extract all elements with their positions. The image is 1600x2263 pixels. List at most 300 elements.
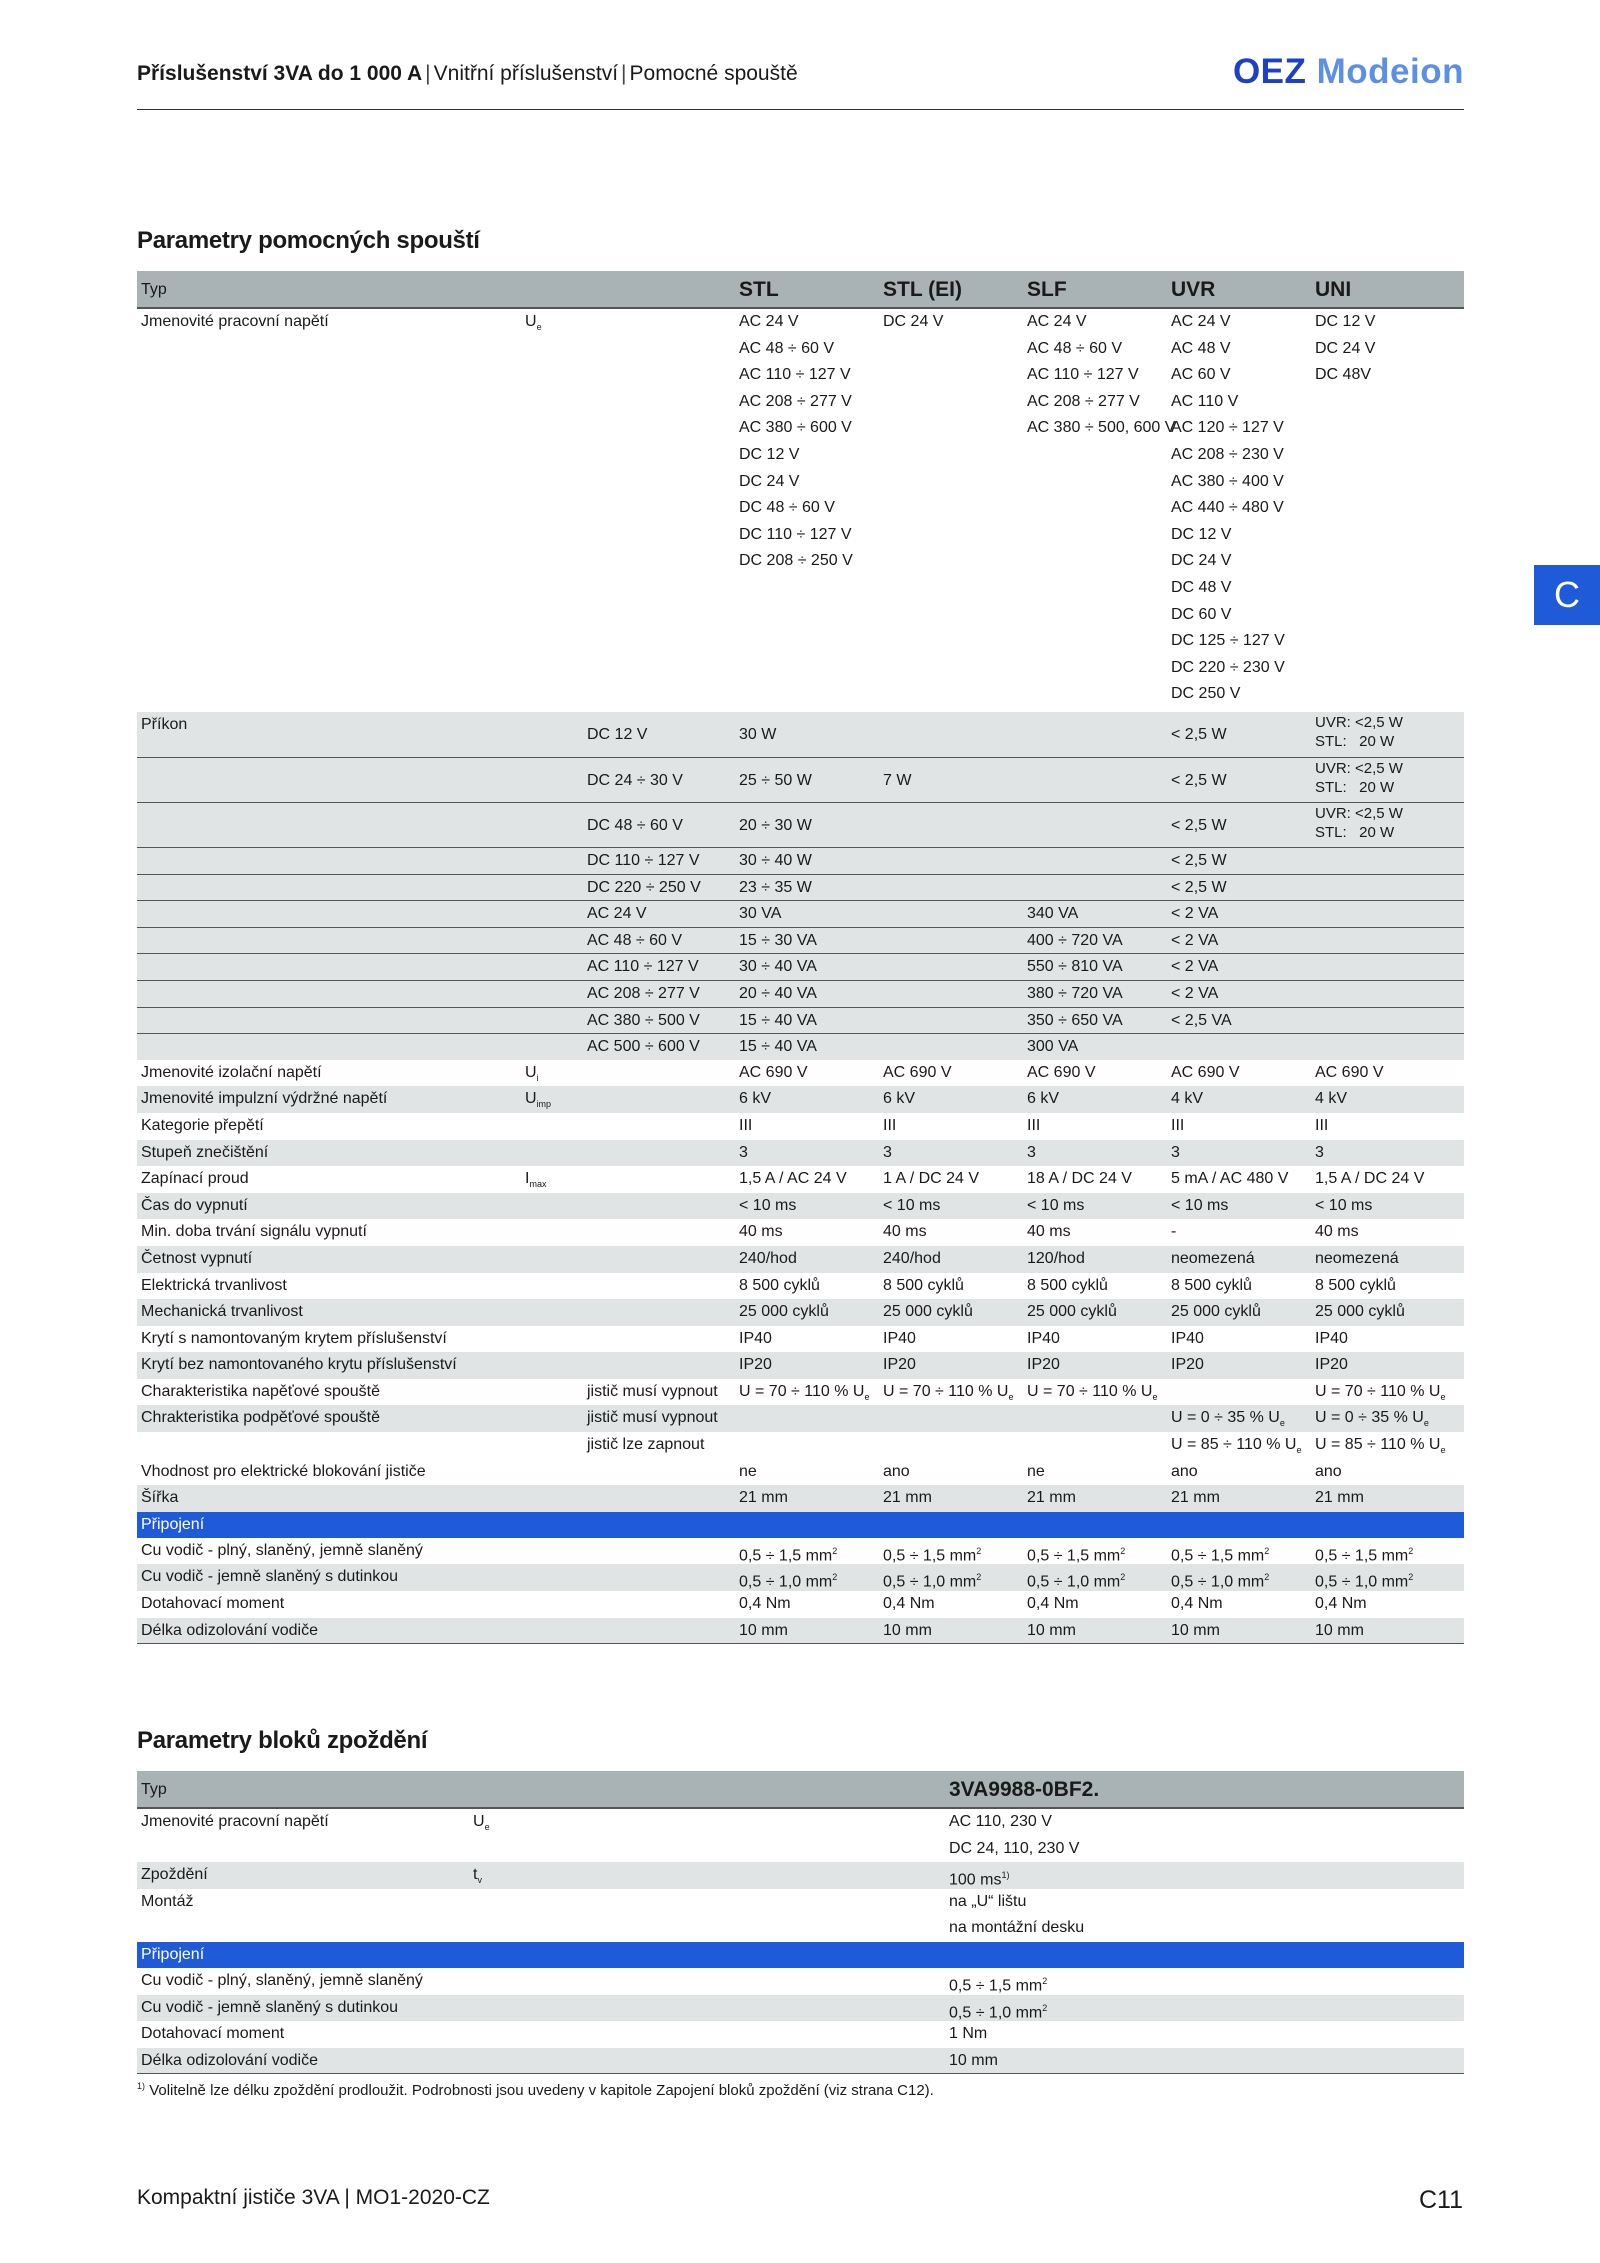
- param-stlei: 6 kV: [883, 1090, 916, 1108]
- param-stl: 3: [739, 1143, 748, 1161]
- param-label: Jmenovité pracovní napětí: [141, 1813, 329, 1830]
- char-stlei: U = 70 ÷ 110 % $U_e$: [883, 1382, 1014, 1403]
- prikon-uvr: < 2 VA: [1171, 931, 1219, 949]
- char-label: Chrakteristika podpěťové spouště: [141, 1409, 381, 1427]
- prikon-uni-uvr: UVR: <2,5 W: [1315, 805, 1403, 822]
- voltage-value: AC 110 ÷ 127 V: [1027, 366, 1139, 384]
- param-slf: 21 mm: [1027, 1489, 1076, 1507]
- table-row: [137, 1968, 1464, 1995]
- param-value-2: DC 24, 110, 230 V: [949, 1839, 1080, 1857]
- brand-oez: OEZ: [1232, 52, 1307, 91]
- param-label: Krytí bez namontovaného krytu příslušenství: [141, 1356, 457, 1374]
- voltage-value: AC 380 ÷ 600 V: [739, 419, 852, 437]
- superscript: 2: [1264, 1572, 1270, 1583]
- prikon-stl: 15 ÷ 40 VA: [739, 1038, 817, 1056]
- superscript: 2: [976, 1545, 982, 1556]
- param-value: 100 $ms^{1)}$: [949, 1870, 1010, 1889]
- connection-value: 1 Nm: [949, 2025, 988, 2043]
- connection-uvr: 0,5 ÷ 1,0 $mm^2$: [1171, 1572, 1270, 1591]
- param-uni: 4 kV: [1315, 1090, 1348, 1108]
- subscript: e: [1008, 1392, 1014, 1403]
- voltage-value: AC 208 ÷ 277 V: [1027, 392, 1140, 410]
- prikon-slf: 400 ÷ 720 VA: [1027, 931, 1123, 949]
- table-row: [137, 927, 1464, 954]
- param-slf: < 10 ms: [1027, 1196, 1085, 1214]
- param-uni: AC 690 V: [1315, 1063, 1384, 1081]
- section2-heading: Parametry bloků zpoždění: [137, 1727, 428, 1754]
- connection-slf: 10 mm: [1027, 1621, 1076, 1639]
- param-uni: III: [1315, 1116, 1329, 1134]
- prikon-uni-uvr: UVR: <2,5 W: [1315, 760, 1403, 777]
- param-stlei: 240/hod: [883, 1249, 941, 1267]
- param-stl: 25 000 cyklů: [739, 1303, 829, 1321]
- subscript: e: [1279, 1418, 1285, 1429]
- prikon-slf: 300 VA: [1027, 1038, 1079, 1056]
- param-uni: 8 500 cyklů: [1315, 1276, 1396, 1294]
- superscript: 2: [832, 1572, 838, 1583]
- param-uvr: III: [1171, 1116, 1185, 1134]
- param-label: Jmenovité izolační napětí: [141, 1063, 322, 1081]
- param-stlei: 25 000 cyklů: [883, 1303, 973, 1321]
- param-uni: < 10 ms: [1315, 1196, 1373, 1214]
- char-condition: jistič musí vypnout: [587, 1382, 718, 1400]
- col-header-uvr: UVR: [1171, 278, 1216, 301]
- param-slf: 3: [1027, 1143, 1036, 1161]
- subscript: e: [536, 322, 542, 333]
- param-slf: 120/hod: [1027, 1249, 1085, 1267]
- param-stl: 21 mm: [739, 1489, 788, 1507]
- connection-label: Délka odizolování vodiče: [141, 1621, 318, 1639]
- table-row: [137, 271, 1464, 309]
- connection-stlei: 10 mm: [883, 1621, 932, 1639]
- connection-label: Dotahovací moment: [141, 1595, 285, 1613]
- voltage-value: AC 48 ÷ 60 V: [1027, 339, 1123, 357]
- connection-value: 0,5 ÷ 1,5 $mm^2$: [949, 1975, 1048, 1995]
- param-stlei: < 10 ms: [883, 1196, 941, 1214]
- connection-label: Dotahovací moment: [141, 2025, 285, 2043]
- param-label: Jmenovité impulzní výdržné napětí: [141, 1090, 388, 1108]
- subscript: max: [529, 1179, 547, 1190]
- voltage-value: DC 12 V: [1315, 313, 1376, 330]
- prikon-uvr: < 2 VA: [1171, 958, 1219, 976]
- char-slf: U = 70 ÷ 110 % $U_e$: [1027, 1382, 1158, 1403]
- voltage-value: DC 48 V: [1171, 579, 1232, 596]
- prikon-label: Příkon: [141, 716, 188, 733]
- param-uni: 40 ms: [1315, 1223, 1359, 1241]
- prikon-cond: DC 110 ÷ 127 V: [587, 852, 700, 869]
- prikon-stl: 30 W: [739, 726, 777, 743]
- param-label: Elektrická trvanlivost: [141, 1276, 287, 1294]
- connection-stl: 10 mm: [739, 1621, 788, 1639]
- table-row: [137, 1193, 1464, 1220]
- char-uvr: U = 0 ÷ 35 % $U_e$: [1171, 1409, 1285, 1429]
- prikon-uvr: < 2,5 W: [1171, 878, 1227, 896]
- connection-stl: 0,4 Nm: [739, 1595, 791, 1613]
- param-stlei: III: [883, 1116, 897, 1134]
- col-header-uni: UNI: [1315, 278, 1352, 301]
- param-uni: neomezená: [1315, 1249, 1399, 1267]
- param-stl: AC 690 V: [739, 1063, 808, 1081]
- param-label: Jmenovité pracovní napětí: [141, 313, 329, 330]
- col-header-typ: Typ: [141, 1781, 167, 1798]
- voltage-value: DC 48 ÷ 60 V: [739, 499, 835, 517]
- connection-uni: 10 mm: [1315, 1621, 1364, 1639]
- connection-uni: 0,4 Nm: [1315, 1595, 1367, 1613]
- voltage-value: DC 250 V: [1171, 685, 1241, 703]
- param-uni: IP40: [1315, 1329, 1348, 1347]
- connection-value: 0,5 ÷ 1,0 $mm^2$: [949, 2002, 1048, 2021]
- prikon-cond: DC 220 ÷ 250 V: [587, 878, 701, 896]
- brand-logo: [1233, 52, 1464, 92]
- subscript: e: [1423, 1418, 1429, 1429]
- param-uvr: -: [1171, 1223, 1177, 1241]
- table-row: [137, 1485, 1464, 1512]
- voltage-value: AC 48 V: [1171, 339, 1231, 357]
- prikon-cond: AC 48 ÷ 60 V: [587, 931, 683, 949]
- table-row: [137, 1033, 1464, 1060]
- chapter-tab: C: [1534, 565, 1600, 625]
- prikon-uni-uvr: UVR: <2,5 W: [1315, 714, 1403, 731]
- prikon-stl: 30 ÷ 40 VA: [739, 958, 817, 976]
- param-symbol: $t_v$: [473, 1866, 482, 1886]
- table-row: [137, 1166, 1464, 1193]
- header-title: Příslušenství 3VA do 1 000 A | Vnitřní příslušenství | Pomocné spouště: [137, 62, 798, 85]
- table-row: [137, 1564, 1464, 1591]
- subscript: e: [864, 1392, 870, 1403]
- param-value: AC 110, 230 V: [949, 1813, 1052, 1830]
- param-stl: IP40: [739, 1329, 772, 1347]
- connection-slf: 0,4 Nm: [1027, 1595, 1079, 1613]
- connection-label: Délka odizolování vodiče: [141, 2051, 318, 2069]
- table-row: [137, 1007, 1464, 1034]
- footnote-text: Volitelně lze délku zpoždění prodloužit. Podrobnosti jsou uvedeny v kapitole Zapojení bloků zpoždění (viz strana C12).: [149, 2082, 934, 2099]
- voltage-value: DC 60 V: [1171, 605, 1232, 623]
- footer-code: MO1-2020-CZ: [355, 2186, 490, 2209]
- table-row: [137, 1995, 1464, 2022]
- page-number: C11: [1418, 2186, 1463, 2214]
- superscript: 2: [1264, 1545, 1270, 1556]
- header-title-part3: Pomocné spouště: [629, 62, 798, 85]
- param-slf: 6 kV: [1027, 1090, 1060, 1108]
- subscript: i: [536, 1072, 539, 1083]
- param-symbol: $U_e$: [525, 313, 542, 333]
- param-uvr: 4 kV: [1171, 1090, 1204, 1108]
- superscript: 2: [1408, 1572, 1414, 1583]
- superscript: 2: [1120, 1572, 1126, 1583]
- superscript: 2: [976, 1572, 982, 1583]
- voltage-value: AC 24 V: [1027, 313, 1087, 330]
- prikon-cond: DC 12 V: [587, 726, 648, 743]
- prikon-cond: AC 110 ÷ 127 V: [587, 958, 699, 976]
- param-slf: 40 ms: [1027, 1223, 1071, 1241]
- prikon-uvr: < 2 VA: [1171, 984, 1219, 1002]
- char-stl: U = 70 ÷ 110 % $U_e$: [739, 1382, 870, 1403]
- param-slf: 25 000 cyklů: [1027, 1303, 1117, 1321]
- prikon-stlei: 7 W: [883, 772, 912, 789]
- table-row: [137, 1942, 1464, 1968]
- param-uni: 1,5 A / DC 24 V: [1315, 1170, 1425, 1188]
- param-label: Zpoždění: [141, 1866, 208, 1884]
- prikon-slf: 340 VA: [1027, 905, 1079, 923]
- col-header-slf: SLF: [1027, 278, 1067, 301]
- table-row: [137, 874, 1464, 901]
- param-symbol: $U_i$: [525, 1063, 539, 1083]
- superscript: 2: [832, 1545, 838, 1556]
- table-row: [137, 1459, 1464, 1486]
- table-row: [137, 1538, 1464, 1565]
- table-row: [137, 1432, 1464, 1459]
- table-row: [137, 1618, 1464, 1645]
- page-header: [137, 52, 1464, 110]
- prikon-uvr: < 2 VA: [1171, 905, 1219, 923]
- table-row: [137, 1591, 1464, 1618]
- connection-stlei: 0,5 ÷ 1,0 $mm^2$: [883, 1572, 982, 1591]
- prikon-slf: 350 ÷ 650 VA: [1027, 1011, 1123, 1029]
- prikon-stl: 20 ÷ 30 W: [739, 817, 812, 834]
- param-value: na „U“ lištu: [949, 1892, 1027, 1910]
- param-uvr: 25 000 cyklů: [1171, 1303, 1261, 1321]
- char-label: Charakteristika napěťové spouště: [141, 1382, 381, 1400]
- connection-slf: 0,5 ÷ 1,0 $mm^2$: [1027, 1572, 1126, 1591]
- superscript: 2: [1408, 1545, 1414, 1556]
- prikon-slf: 380 ÷ 720 VA: [1027, 984, 1123, 1002]
- prikon-uni-stl: STL: 20 W: [1315, 824, 1395, 841]
- param-stlei: IP40: [883, 1329, 916, 1347]
- voltage-value: AC 380 ÷ 500, 600 V: [1027, 419, 1176, 437]
- prikon-uni-stl: STL: 20 W: [1315, 733, 1395, 750]
- char-uni: U = 0 ÷ 35 % $U_e$: [1315, 1409, 1429, 1429]
- param-stl: 6 kV: [739, 1090, 772, 1108]
- param-uni: 3: [1315, 1143, 1324, 1161]
- superscript: 2: [1042, 2002, 1048, 2013]
- voltage-value: AC 208 ÷ 230 V: [1171, 446, 1284, 463]
- connection-uni: 0,5 ÷ 1,5 $mm^2$: [1315, 1545, 1414, 1565]
- param-slf: AC 690 V: [1027, 1063, 1096, 1081]
- table-row: [137, 1086, 1464, 1113]
- param-stl: III: [739, 1116, 753, 1134]
- table-row: [137, 802, 1464, 847]
- footnote: [137, 2081, 934, 2099]
- param-stlei: 3: [883, 1143, 892, 1161]
- voltage-value: DC 24 V: [739, 472, 800, 490]
- param-label: Vhodnost pro elektrické blokování jističe: [141, 1462, 426, 1480]
- param-uvr: ano: [1171, 1462, 1198, 1480]
- voltage-value: DC 24 V: [1315, 339, 1376, 357]
- param-uvr: IP40: [1171, 1329, 1204, 1347]
- connection-label: Cu vodič - plný, slaněný, jemně slaněný: [141, 1541, 423, 1559]
- connection-heading: Připojení: [141, 1515, 205, 1533]
- connection-stl: 0,5 ÷ 1,0 $mm^2$: [739, 1572, 838, 1591]
- footnote-mark: 1): [137, 2081, 146, 2091]
- param-uvr: 21 mm: [1171, 1489, 1220, 1507]
- table-row: [137, 1113, 1464, 1140]
- prikon-cond: DC 24 ÷ 30 V: [587, 772, 683, 789]
- param-label: Kategorie přepětí: [141, 1116, 264, 1134]
- table-row: [137, 757, 1464, 802]
- connection-stl: 0,5 ÷ 1,5 $mm^2$: [739, 1545, 838, 1565]
- subscript: imp: [536, 1099, 552, 1110]
- table-row: [137, 1273, 1464, 1300]
- param-slf: ne: [1027, 1462, 1045, 1480]
- connection-stlei: 0,4 Nm: [883, 1595, 935, 1613]
- subscript: e: [1296, 1445, 1302, 1456]
- table-row: [137, 980, 1464, 1007]
- table-row: [137, 1809, 1464, 1862]
- param-label: Montáž: [141, 1892, 194, 1910]
- voltage-value: DC 24 V: [883, 313, 944, 330]
- connection-heading: Připojení: [141, 1945, 205, 1963]
- table-row: [137, 1512, 1464, 1538]
- param-label: Mechanická trvanlivost: [141, 1303, 303, 1321]
- param-stl: < 10 ms: [739, 1196, 797, 1214]
- table-row: [137, 1219, 1464, 1246]
- prikon-cond: AC 24 V: [587, 905, 647, 923]
- voltage-value: DC 48V: [1315, 366, 1372, 384]
- table-row: [137, 1889, 1464, 1942]
- connection-uvr: 10 mm: [1171, 1621, 1220, 1639]
- prikon-uni-stl: STL: 20 W: [1315, 779, 1395, 796]
- param-stl: IP20: [739, 1356, 772, 1374]
- prikon-stl: 20 ÷ 40 VA: [739, 984, 817, 1002]
- connection-slf: 0,5 ÷ 1,5 $mm^2$: [1027, 1545, 1126, 1565]
- param-uni: 25 000 cyklů: [1315, 1303, 1405, 1321]
- prikon-stl: 15 ÷ 40 VA: [739, 1011, 817, 1029]
- param-symbol: $U_{imp}$: [525, 1090, 552, 1110]
- param-stlei: IP20: [883, 1356, 916, 1374]
- voltage-value: DC 208 ÷ 250 V: [739, 552, 853, 570]
- param-uvr: AC 690 V: [1171, 1063, 1240, 1081]
- subscript: e: [484, 1822, 490, 1833]
- char-uni: U = 85 ÷ 110 % $U_e$: [1315, 1436, 1446, 1456]
- superscript: 2: [1042, 1975, 1048, 1986]
- voltage-value: DC 24 V: [1171, 552, 1232, 570]
- table-row: [137, 1299, 1464, 1326]
- table-row: [137, 1862, 1464, 1889]
- param-uni: ano: [1315, 1462, 1342, 1480]
- voltage-value: AC 110 ÷ 127 V: [739, 366, 851, 384]
- section1-heading: Parametry pomocných spouští: [137, 227, 480, 254]
- subscript: e: [1440, 1392, 1446, 1403]
- param-label: Krytí s namontovaným krytem příslušenství: [141, 1329, 447, 1347]
- param-stl: 40 ms: [739, 1223, 783, 1241]
- voltage-value: AC 120 ÷ 127 V: [1171, 419, 1284, 437]
- voltage-value: DC 220 ÷ 230 V: [1171, 658, 1285, 676]
- table-row: [137, 1379, 1464, 1406]
- param-label: Čas do vypnutí: [141, 1196, 248, 1214]
- param-stlei: 40 ms: [883, 1223, 927, 1241]
- prikon-uvr: < 2,5 W: [1171, 772, 1227, 789]
- prikon-stl: 15 ÷ 30 VA: [739, 931, 817, 949]
- voltage-value: DC 125 ÷ 127 V: [1171, 632, 1285, 650]
- voltage-value: AC 48 ÷ 60 V: [739, 339, 835, 357]
- param-stl: 240/hod: [739, 1249, 797, 1267]
- subscript: e: [1152, 1392, 1158, 1403]
- param-stl: 8 500 cyklů: [739, 1276, 820, 1294]
- aux-release-table: [137, 271, 1464, 1644]
- param-slf: 8 500 cyklů: [1027, 1276, 1108, 1294]
- param-label: Min. doba trvání signálu vypnutí: [141, 1223, 367, 1241]
- param-stlei: ano: [883, 1462, 910, 1480]
- prikon-cond: DC 48 ÷ 60 V: [587, 817, 683, 834]
- char-uvr: U = 85 ÷ 110 % $U_e$: [1171, 1436, 1302, 1456]
- param-stlei: 1 A / DC 24 V: [883, 1170, 980, 1188]
- header-title-part2: Vnitřní příslušenství: [433, 62, 619, 85]
- char-condition: jistič musí vypnout: [587, 1409, 718, 1427]
- table-row: [137, 953, 1464, 980]
- table-row: [137, 1246, 1464, 1273]
- param-stlei: 21 mm: [883, 1489, 932, 1507]
- param-slf: 18 A / DC 24 V: [1027, 1170, 1132, 1188]
- table-row: [137, 1140, 1464, 1167]
- table-row: [137, 900, 1464, 927]
- voltage-value: DC 12 V: [739, 446, 800, 463]
- param-symbol: $U_e$: [473, 1813, 490, 1833]
- param-label: Stupeň znečištění: [141, 1143, 269, 1161]
- voltage-value: AC 380 ÷ 400 V: [1171, 472, 1284, 490]
- param-uvr: 3: [1171, 1143, 1180, 1161]
- prikon-stl: 23 ÷ 35 W: [739, 878, 812, 896]
- prikon-uvr: < 2,5 W: [1171, 726, 1227, 743]
- prikon-cond: AC 208 ÷ 277 V: [587, 984, 700, 1002]
- col-header-typ: Typ: [141, 281, 167, 298]
- param-label: Šířka: [141, 1489, 179, 1507]
- voltage-value: DC 12 V: [1171, 525, 1232, 543]
- voltage-value: AC 440 ÷ 480 V: [1171, 499, 1284, 517]
- connection-uni: 0,5 ÷ 1,0 $mm^2$: [1315, 1572, 1414, 1591]
- char-uni: U = 70 ÷ 110 % $U_e$: [1315, 1382, 1446, 1403]
- connection-uvr: 0,5 ÷ 1,5 $mm^2$: [1171, 1545, 1270, 1565]
- header-title-part1: Příslušenství 3VA do 1 000 A: [137, 62, 423, 85]
- param-label: Zapínací proud: [141, 1170, 249, 1188]
- voltage-value: AC 110 V: [1171, 392, 1239, 410]
- prikon-uvr: < 2,5 W: [1171, 817, 1227, 834]
- subscript: e: [1440, 1445, 1446, 1456]
- connection-label: Cu vodič - plný, slaněný, jemně slaněný: [141, 1971, 423, 1989]
- prikon-cond: AC 500 ÷ 600 V: [587, 1038, 700, 1056]
- prikon-stl: 30 VA: [739, 905, 782, 923]
- param-uvr: IP20: [1171, 1356, 1204, 1374]
- table-row: [137, 1326, 1464, 1353]
- connection-uvr: 0,4 Nm: [1171, 1595, 1223, 1613]
- param-uni: IP20: [1315, 1356, 1348, 1374]
- param-label: Četnost vypnutí: [141, 1249, 253, 1267]
- voltage-value: AC 208 ÷ 277 V: [739, 392, 852, 410]
- param-uni: 21 mm: [1315, 1489, 1364, 1507]
- table-row: [137, 309, 1464, 712]
- col-header-model: 3VA9988-0BF2.: [949, 1778, 1100, 1801]
- superscript: 1): [1001, 1870, 1010, 1881]
- delay-block-table: [137, 1771, 1464, 2074]
- param-slf: IP40: [1027, 1329, 1060, 1347]
- prikon-slf: 550 ÷ 810 VA: [1027, 958, 1123, 976]
- footer-left: Kompaktní jističe 3VA | MO1-2020-CZ: [137, 2186, 490, 2209]
- table-row: [137, 1771, 1464, 1809]
- param-uvr: 5 mA / AC 480 V: [1171, 1170, 1289, 1188]
- table-row: [137, 2021, 1464, 2048]
- prikon-stl: 25 ÷ 50 W: [739, 772, 812, 789]
- table-row: [137, 1060, 1464, 1087]
- voltage-value: AC 24 V: [1171, 313, 1231, 330]
- connection-value: 10 mm: [949, 2051, 998, 2069]
- param-uvr: 8 500 cyklů: [1171, 1276, 1252, 1294]
- table-row: [137, 712, 1464, 757]
- col-header-stlei: STL (EI): [883, 278, 962, 301]
- table-row: [137, 1405, 1464, 1432]
- prikon-stl: 30 ÷ 40 W: [739, 852, 812, 869]
- subscript: v: [477, 1875, 482, 1886]
- voltage-value: AC 60 V: [1171, 366, 1231, 384]
- prikon-uvr: < 2,5 VA: [1171, 1011, 1232, 1029]
